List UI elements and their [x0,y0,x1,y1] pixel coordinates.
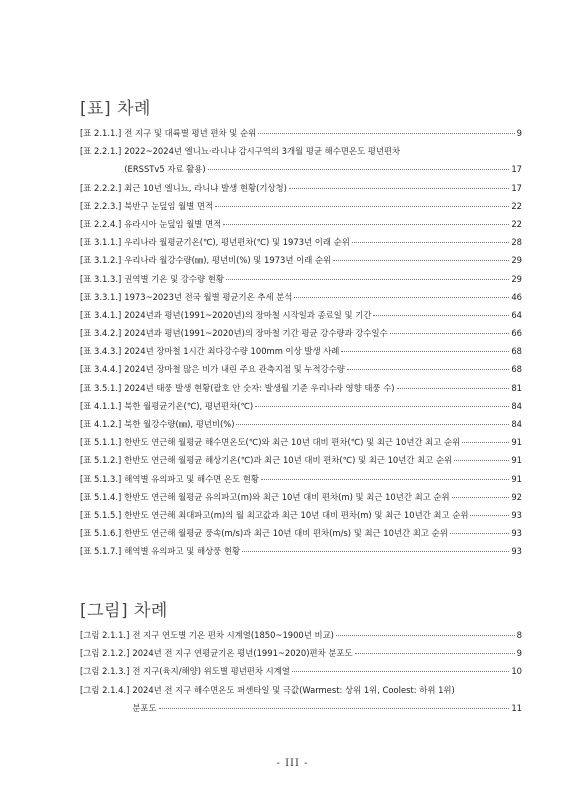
toc-entry-text: 한반도 연근해 월평균 해상기온(℃)과 최근 10년 대비 편차(℃) 및 최근 10년간 최고 순위 [124,455,453,466]
toc-entry-text: 2024년과 평년(1991~2020년)의 장마철 시작일과 종료일 및 기간 [124,309,372,320]
toc-entry-text: 우리나라 월평균기온(℃), 평년편차(℃) 및 1973년 이래 순위 [124,237,350,248]
toc-entry[interactable] [80,662,522,680]
toc-entry-text: 2024년 장마철 1시간 최다강수량 100mm 이상 발생 사례 [124,346,340,357]
toc-entry[interactable] [80,488,522,506]
toc-entry-label: [표 2.2.1.] [80,146,122,157]
toc-entry-page: 8 [516,630,522,640]
toc-entry-text: 해역별 유의파고 및 해상풍 현황 [124,546,241,557]
tables-toc-list [80,124,522,561]
leader-dots [355,653,515,654]
toc-entry-text: 유라시아 눈덮임 월별 면적 [124,218,222,229]
toc-entry-label: [표 5.1.3.] [80,473,122,484]
toc-entry-page: 28 [511,237,522,248]
leader-dots [336,635,515,636]
leader-dots [292,671,509,672]
toc-entry-page: 10 [511,666,522,677]
toc-entry-label: [표 4.1.2.] [80,419,122,429]
toc-entry[interactable] [80,542,522,560]
toc-entry-page: 22 [511,218,522,229]
toc-entry-text: 분포도 [132,702,157,713]
toc-entry-text: 전 지구(육지/해양) 위도별 평년편차 시계열 [132,666,290,677]
toc-entry[interactable] [80,644,522,662]
toc-entry-label: [표 2.1.1.] [80,128,122,138]
toc-entry-page: 29 [511,255,522,266]
toc-entry-page: 68 [511,346,522,357]
toc-entry-label: [표 3.4.1.] [80,309,122,320]
toc-entry-label: [그림 2.1.2.] [80,648,130,659]
toc-entry-text: 1973~2023년 전국 월별 평균기온 추세 분석 [124,291,293,302]
toc-entry-page: 66 [511,328,522,339]
toc-entry-label: [표 4.1.1.] [80,400,122,411]
toc-entry[interactable] [80,342,522,360]
leader-dots [258,133,514,134]
toc-entry[interactable] [80,524,522,542]
toc-entry-label: [표 3.4.2.] [80,328,122,339]
toc-entry[interactable] [80,451,522,469]
toc-entry-label: [표 3.1.3.] [80,273,122,284]
toc-entry[interactable] [80,470,522,488]
toc-entry[interactable] [80,433,522,451]
toc-entry-label: [표 5.1.7.] [80,546,122,557]
toc-entry-page: 46 [511,291,522,302]
toc-entry-text: 2024년과 평년(1991~2020년)의 장마철 기간 평균 강수량과 강수일수 [124,328,388,339]
leader-dots [261,479,509,480]
toc-entry-text: 한반도 연근해 월평균 풍속(m/s)과 최근 10년 대비 편차(m/s) 및 최근 10년간 최고 순위 [124,528,448,539]
toc-entry-text: 한반도 연근해 월평균 해수면온도(℃)와 최근 10년 대비 편차(℃) 및 최근 10년간 최고 순위 [124,437,461,448]
toc-entry[interactable] [80,360,522,378]
leader-dots [215,206,509,207]
leader-dots [470,515,509,516]
toc-entry[interactable] [80,397,522,415]
toc-entry-text: 2024년 전 지구 연평균기온 평년(1991~2020)편차 분포도 [132,648,353,659]
toc-entry-page: 93 [511,546,522,557]
leader-dots [390,333,510,334]
toc-entry[interactable] [80,251,522,269]
toc-entry-page: 64 [511,309,522,320]
toc-entry[interactable] [80,324,522,342]
leader-dots [347,369,509,370]
toc-entry[interactable] [80,270,522,288]
toc-entry[interactable] [80,233,522,251]
toc-entry-page: 68 [511,364,522,375]
toc-entry[interactable] [80,197,522,215]
leader-dots [289,188,509,189]
leader-dots [226,279,509,280]
toc-entry-text: 전 지구 연도별 기온 편차 시계열(1850~1900년 비교) [132,630,334,640]
toc-entry-label: [그림 2.1.3.] [80,666,130,677]
leader-dots [242,551,509,552]
leader-dots [159,708,510,709]
toc-entry-text: 2024년 장마철 많은 비가 내린 주요 관측지점 및 누적강수량 [124,364,345,375]
leader-dots [454,460,509,461]
toc-entry-label: [표 5.1.4.] [80,491,122,502]
figures-toc-list [80,626,522,717]
toc-entry-page: 17 [511,164,522,175]
toc-entry-text: 북한 월평균기온(℃), 평년편차(℃) [124,400,254,411]
toc-entry-continuation[interactable] [80,699,522,717]
toc-entry-label: [표 2.2.3.] [80,200,122,211]
toc-entry-page: 84 [511,419,522,429]
leader-dots [373,315,509,316]
toc-entry-page: 91 [511,473,522,484]
toc-entry-text: 북한 월강수량(㎜), 평년비(%) [124,419,235,429]
toc-entry-text: 2022~2024년 엘니뇨·라니냐 감시구역의 3개월 평균 해수면온도 평년편차 [124,146,401,157]
leader-dots [462,442,509,443]
toc-entry-label: [표 5.1.6.] [80,528,122,539]
toc-entry[interactable] [80,215,522,233]
toc-entry-label: [표 2.2.2.] [80,182,122,193]
toc-entry-label: [표 3.3.1.] [80,291,122,302]
toc-entry-label: [표 3.1.1.] [80,237,122,248]
toc-entry-label: [표 3.4.4.] [80,364,122,375]
toc-entry-label: [표 5.1.5.] [80,509,122,520]
toc-entry-page: 29 [511,273,522,284]
leader-dots [236,424,509,425]
toc-entry-page: 91 [511,455,522,466]
toc-entry-text: 전 지구 및 대륙별 평년 편차 및 순위 [124,128,257,138]
toc-entry-text: (ERSSTv5 자료 활용) [124,164,206,175]
toc-entry-text: 2024년 전 지구 해수면온도 퍼센타일 및 극값(Warmest: 상위 1위, Coolest: 하위 1위) [132,684,455,695]
toc-entry[interactable] [80,415,522,433]
toc-entry-label: [표 3.1.2.] [80,255,122,266]
toc-entry-text: 최근 10년 엘니뇨, 라니냐 발생 현황(기상청) [124,182,287,193]
toc-entry-page: 81 [511,382,522,393]
toc-entry[interactable] [80,124,522,142]
toc-entry[interactable] [80,179,522,197]
toc-entry-label: [표 2.2.4.] [80,218,122,229]
toc-entry-page: 93 [511,528,522,539]
toc-entry-page: 9 [516,128,522,138]
toc-entry[interactable] [80,306,522,324]
toc-entry-text: 2024년 태풍 발생 현황(괄호 안 숫자: 발생월 기준 우리나라 영향 태풍 수) [124,382,395,393]
leader-dots [450,533,510,534]
toc-entry-label: [그림 2.1.4.] [80,684,130,695]
leader-dots [223,224,509,225]
toc-entry[interactable] [80,379,522,397]
leader-dots [341,351,509,352]
toc-entry-page: 9 [516,648,522,659]
toc-entry-label: [그림 2.1.1.] [80,630,130,640]
leader-dots [397,388,510,389]
toc-entry-label: [표 5.1.2.] [80,455,122,466]
toc-entry-page: 17 [511,182,522,193]
leader-dots [352,242,510,243]
leader-dots [255,406,509,407]
leader-dots [208,169,510,170]
figures-section-title: [그림] 차례 [80,601,168,621]
toc-entry-page: 84 [511,400,522,411]
toc-entry-text: 한반도 연근해 최대파고(m)의 월 최고값과 최근 10년 대비 편차(m) 및 최근 10년간 최고 순위 [124,509,469,520]
toc-entry-label: [표 5.1.1.] [80,437,122,448]
tables-section-title: [표] 차례 [80,99,151,119]
toc-entry-continuation[interactable] [80,160,522,178]
toc-entry[interactable] [80,142,522,160]
toc-entry-text: 해역별 유의파고 및 해수면 온도 현황 [124,473,259,484]
toc-entry-text: 북반구 눈덮임 월별 면적 [124,200,214,211]
toc-entry[interactable] [80,681,522,699]
leader-dots [452,497,510,498]
toc-entry[interactable] [80,288,522,306]
leader-dots [294,297,509,298]
toc-entry-page: 93 [511,509,522,520]
toc-entry-page: 92 [511,491,522,502]
toc-entry[interactable] [80,506,522,524]
toc-entry-text: 한반도 연근해 월평균 유의파고(m)와 최근 10년 대비 편차(m) 및 최근 10년간 최고 순위 [124,491,450,502]
toc-entry-page: 91 [511,437,522,448]
toc-entry-label: [표 3.4.3.] [80,346,122,357]
toc-entry[interactable] [80,626,522,644]
toc-entry-page: 11 [511,702,522,713]
toc-entry-label: [표 3.5.1.] [80,382,122,393]
page-number: - III - [276,758,309,769]
leader-dots [333,260,509,261]
toc-entry-text: 권역별 기온 및 강수량 현황 [124,273,224,284]
toc-entry-text: 우리나라 월강수량(㎜), 평년비(%) 및 1973년 이래 순위 [124,255,332,266]
toc-entry-page: 22 [511,200,522,211]
